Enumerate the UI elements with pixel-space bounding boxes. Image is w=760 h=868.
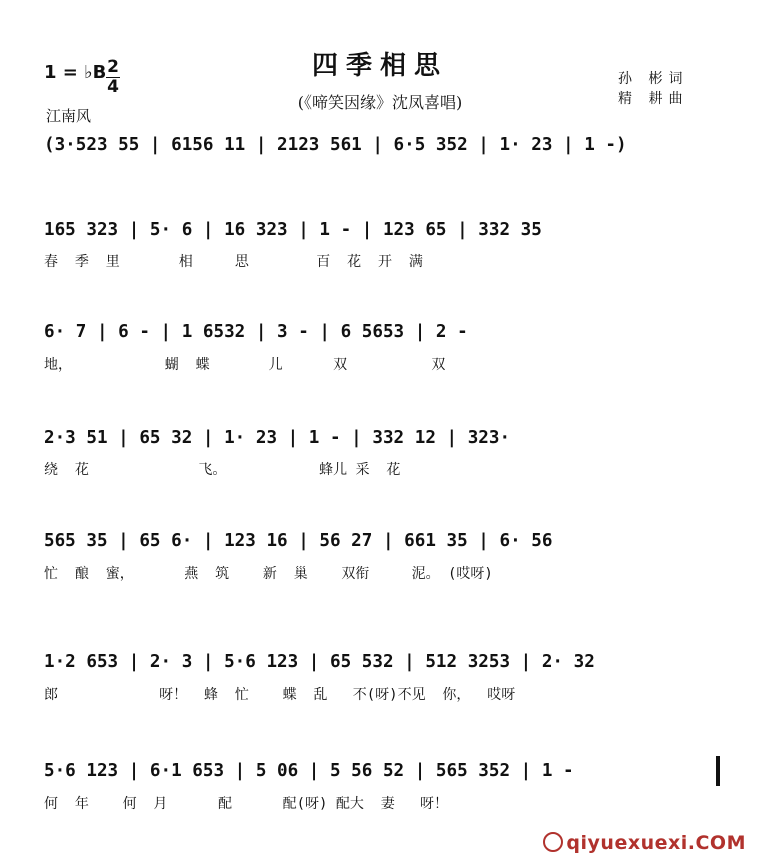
notation-row-7 bbox=[44, 757, 720, 789]
time-denominator: 4 bbox=[107, 77, 119, 97]
lyrics-line: 何 年 何 月 配 配(呀) 配大 妻 呀！ bbox=[44, 796, 449, 812]
notes-line: 5·6 123 | 6·1 653 | 5 06 | 5 56 52 | 565 352 | 1 - bbox=[44, 761, 574, 781]
subtitle: (《啼笑因缘》沈凤喜唱) bbox=[297, 93, 463, 112]
notation-row-2 bbox=[44, 216, 720, 248]
watermark-text: qiyuexuexi.COM bbox=[566, 832, 746, 854]
notes-line: 2·3 51 | 65 32 | 1· 23 | 1 - | 332 12 | 323· bbox=[44, 428, 511, 448]
notes-line: 165 323 | 5· 6 | 16 323 | 1 - | 123 65 | 332 35 bbox=[44, 220, 542, 240]
notation-row-1 bbox=[44, 131, 720, 163]
site-watermark bbox=[543, 832, 746, 854]
time-signature bbox=[106, 58, 120, 97]
final-barline bbox=[716, 756, 720, 786]
lyrics-line: 绕 花 飞。 蜂儿 采 花 bbox=[44, 462, 401, 478]
q-logo-icon bbox=[543, 832, 563, 852]
notation-row-4 bbox=[44, 424, 720, 456]
key-signature bbox=[44, 62, 106, 83]
notes-line: (3·523 55 | 6156 11 | 2123 561 | 6·5 352 | 1· 23 | 1 -) bbox=[44, 135, 627, 155]
composer-credit: 精 耕曲 bbox=[618, 91, 689, 107]
notes-line: 1·2 653 | 2· 3 | 5·6 123 | 65 532 | 512 3253 | 2· 32 bbox=[44, 652, 595, 672]
lyrics-line: 春 季 里 相 思 百 花 开 满 bbox=[44, 254, 423, 270]
key-text: 1 = ♭B bbox=[44, 62, 107, 83]
lyrics-line: 忙 酿 蜜， 燕 筑 新 巢 双衔 泥。 (哎呀) bbox=[44, 566, 493, 582]
notation-row-3 bbox=[44, 318, 720, 350]
page-title: 四季相思 bbox=[311, 51, 448, 81]
notation-row-5 bbox=[44, 527, 720, 559]
style-label: 江南风 bbox=[46, 107, 92, 125]
notes-line: 6· 7 | 6 - | 1 6532 | 3 - | 6 5653 | 2 - bbox=[44, 322, 468, 342]
lyrics-line: 地， 蝴 蝶 儿 双 双 bbox=[44, 357, 446, 373]
notation-row-6 bbox=[44, 648, 720, 680]
notes-line: 565 35 | 65 6· | 123 16 | 56 27 | 661 35 | 6· 56 bbox=[44, 531, 553, 551]
lyrics-line: 郎 呀！ 蜂 忙 蝶 乱 不(呀)不见 你， 哎呀 bbox=[44, 687, 516, 703]
time-numerator: 2 bbox=[107, 57, 119, 77]
lyricist-credit: 孙 彬词 bbox=[618, 71, 689, 87]
